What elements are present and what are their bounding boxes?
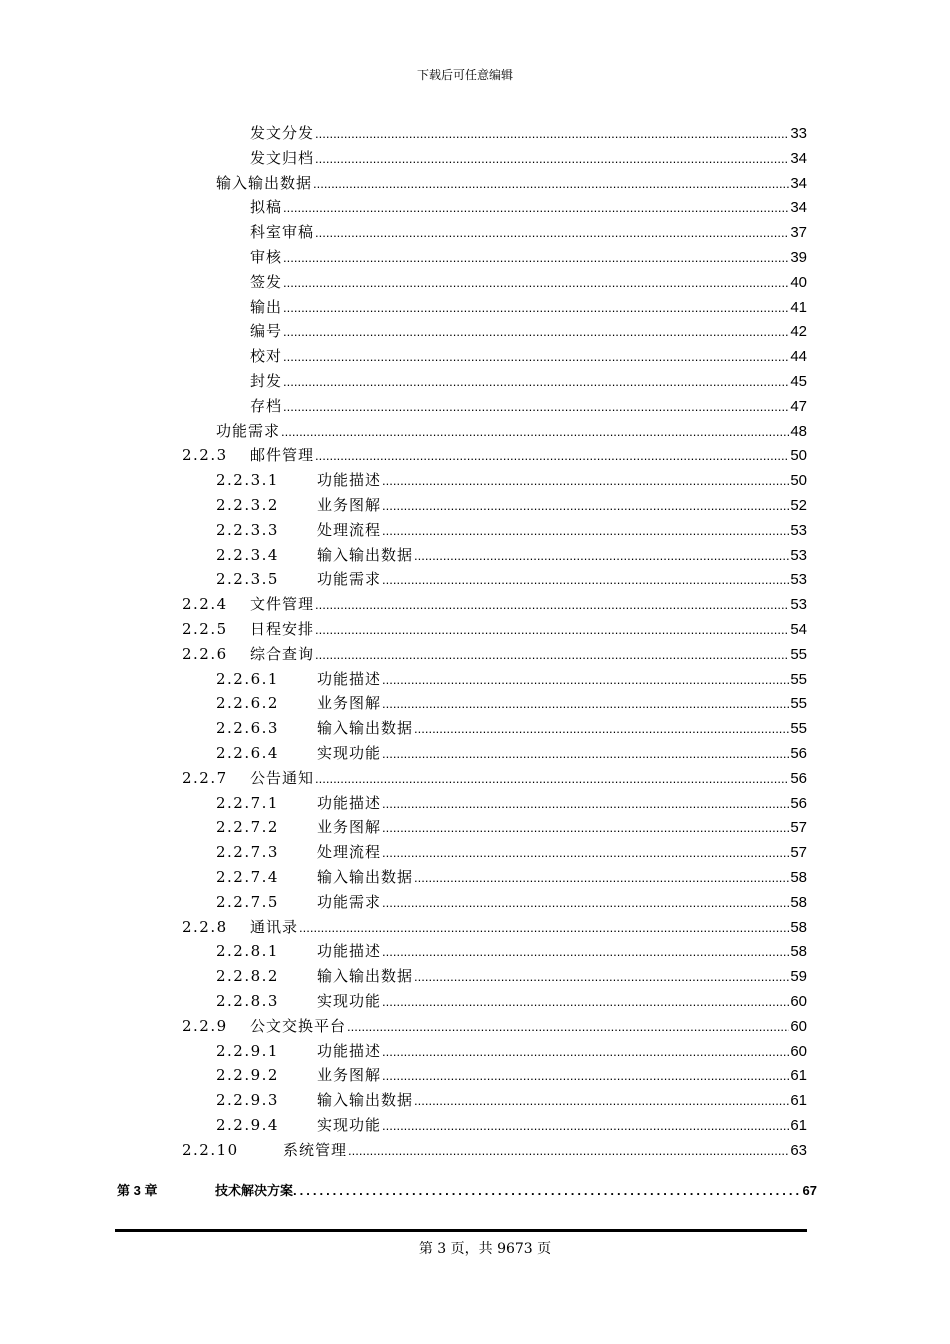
- dot-leader: [283, 275, 789, 290]
- toc-entry-number: 2.2.3.5: [216, 570, 279, 589]
- toc-entry-page-number: 60: [790, 1017, 807, 1035]
- dot-leader: [283, 349, 789, 364]
- toc-entry-number: 2.2.3.3: [216, 520, 279, 539]
- toc-entry-title: 封发: [250, 372, 283, 390]
- toc-entry-page-number: 59: [790, 968, 807, 986]
- toc-entry-page-number: 34: [790, 174, 807, 192]
- toc-entry-page-number: 54: [790, 621, 807, 638]
- dot-leader: [315, 647, 789, 662]
- toc-entry-title: 科室审稿: [250, 223, 315, 242]
- toc-entry-title: 输入输出数据: [317, 545, 414, 564]
- toc-entry-number: 2.2.7.3: [216, 843, 279, 862]
- toc-entry-page-number: 58: [790, 943, 807, 961]
- toc-entry[interactable]: [182, 767, 807, 791]
- dot-leader: [382, 696, 789, 711]
- toc-entry-page-number: 61: [790, 1117, 807, 1134]
- dot-leader: [315, 225, 789, 240]
- toc-entry-page-number: 47: [790, 397, 807, 415]
- toc-entry-number: 2.2.9.3: [216, 1091, 279, 1110]
- toc-entry-title: 签发: [250, 272, 283, 291]
- toc-entry-number: 2.2.8.3: [216, 992, 279, 1010]
- toc-entry[interactable]: [250, 271, 807, 295]
- toc-entry[interactable]: [216, 990, 807, 1014]
- toc-entry[interactable]: [216, 1089, 807, 1113]
- toc-entry-page-number: 52: [790, 497, 807, 514]
- toc-entry-page-number: 60: [790, 1042, 807, 1060]
- toc-entry-title: 输入输出数据: [216, 173, 313, 192]
- toc-entry-page-number: 56: [790, 745, 807, 762]
- toc-entry-number: 2.2.5: [182, 620, 228, 638]
- dot-leader: [283, 399, 789, 414]
- toc-entry[interactable]: [250, 296, 807, 320]
- toc-entry-title: 输入输出数据: [317, 1091, 414, 1110]
- dot-leader: [283, 374, 789, 389]
- toc-entry-page-number: 44: [790, 348, 807, 366]
- dot-leader: [382, 845, 789, 860]
- dot-leader: [315, 622, 789, 637]
- dot-leader: [382, 796, 789, 811]
- toc-entry-title: 校对: [250, 347, 283, 366]
- toc-entry-title: 功能需求: [317, 570, 382, 589]
- chapter-title: 技术解决方案: [215, 1183, 294, 1198]
- toc-entry-title: 系统管理: [283, 1140, 348, 1159]
- toc-entry-page-number: 63: [790, 1141, 807, 1159]
- dot-leader: [414, 548, 789, 563]
- toc-entry[interactable]: [182, 643, 807, 667]
- toc-entry-title: 编号: [250, 322, 283, 341]
- toc-entry-title: 公告通知: [250, 768, 315, 787]
- dot-leader: [348, 1143, 789, 1158]
- chapter-page-number: 67: [802, 1183, 817, 1198]
- toc-entry-page-number: 41: [790, 298, 807, 316]
- toc-entry-page-number: 58: [790, 869, 807, 886]
- toc-entry-title: 处理流程: [317, 843, 382, 862]
- dot-leader: [313, 176, 789, 191]
- toc-entry-page-number: 56: [790, 794, 807, 812]
- toc-entry-title: 处理流程: [317, 520, 382, 539]
- toc-entry-number: 2.2.7.2: [216, 818, 279, 837]
- dot-leader: [382, 1068, 789, 1083]
- dot-leader: [382, 895, 789, 910]
- toc-entry-title: 功能描述: [317, 1041, 382, 1060]
- dot-leader: [293, 1183, 803, 1198]
- toc-entry-number: 2.2.8.2: [216, 967, 279, 986]
- toc-entry-number: 2.2.6.2: [216, 694, 279, 713]
- dot-leader: [382, 523, 789, 538]
- toc-entry-number: 2.2.9.4: [216, 1116, 279, 1134]
- toc-entry[interactable]: [182, 1015, 807, 1039]
- toc-entry[interactable]: [182, 1139, 807, 1163]
- toc-entry-number: 2.2.6: [182, 644, 228, 663]
- toc-entry-page-number: 61: [790, 1067, 807, 1085]
- toc-entry-title: 功能描述: [317, 669, 382, 688]
- toc-entry-page-number: 39: [790, 249, 807, 266]
- toc-entry-number: 2.2.7: [182, 768, 228, 787]
- toc-entry-title: 业务图解: [317, 1066, 382, 1085]
- toc-entry-number: 2.2.6.1: [216, 669, 279, 688]
- toc-entry[interactable]: [216, 940, 807, 964]
- dot-leader: [382, 572, 789, 587]
- toc-entry-page-number: 60: [790, 993, 807, 1010]
- toc-entry-page-number: 42: [790, 323, 807, 341]
- toc-entry-page-number: 34: [790, 199, 807, 217]
- toc-entry-number: 2.2.3: [182, 446, 228, 465]
- toc-entry-title: 实现功能: [317, 744, 382, 762]
- toc-entry-number: 2.2.4: [182, 595, 228, 614]
- toc-entry[interactable]: [216, 544, 807, 568]
- toc-entry-title: 输入输出数据: [317, 967, 414, 986]
- toc-entry[interactable]: [250, 395, 807, 419]
- toc-entry-title: 功能需求: [216, 421, 281, 440]
- toc-entry-page-number: 55: [790, 720, 807, 738]
- dot-leader: [299, 920, 789, 935]
- dot-leader: [414, 1093, 789, 1108]
- toc-entry[interactable]: [216, 1040, 807, 1064]
- dot-leader: [315, 448, 789, 463]
- dot-leader: [382, 1118, 789, 1133]
- dot-leader: [315, 597, 789, 612]
- toc-entry[interactable]: [250, 196, 807, 220]
- toc-entry-title: 拟稿: [250, 198, 283, 217]
- toc-entry-page-number: 45: [790, 373, 807, 390]
- toc-entry[interactable]: [250, 221, 807, 245]
- toc-entry[interactable]: [216, 866, 807, 890]
- dot-leader: [382, 944, 789, 959]
- toc-entry-page-number: 53: [790, 546, 807, 564]
- toc-entry[interactable]: [216, 1114, 807, 1138]
- toc-entry-number: 2.2.3.1: [216, 471, 279, 490]
- toc-entry-page-number: 53: [790, 596, 807, 614]
- dot-leader: [382, 672, 789, 687]
- toc-entry[interactable]: [216, 717, 807, 741]
- toc-entry-page-number: 53: [790, 521, 807, 539]
- toc-entry-page-number: 57: [790, 844, 807, 862]
- toc-entry[interactable]: [216, 668, 807, 692]
- dot-leader: [347, 1019, 789, 1034]
- dot-leader: [315, 151, 789, 166]
- toc-entry-page-number: 57: [790, 819, 807, 837]
- toc-entry-number: 2.2.7.1: [216, 793, 279, 812]
- dot-leader: [315, 126, 789, 141]
- toc-entry-page-number: 55: [790, 645, 807, 663]
- toc-entry[interactable]: [216, 816, 807, 840]
- toc-entry-page-number: 58: [790, 918, 807, 936]
- chapter-number: 第 3 章: [117, 1183, 158, 1198]
- toc-entry-title: 综合查询: [250, 644, 315, 663]
- dot-leader: [283, 324, 789, 339]
- toc-chapter-entry[interactable]: [117, 1180, 817, 1199]
- toc-entry[interactable]: [216, 420, 807, 444]
- toc-entry-page-number: 40: [790, 273, 807, 291]
- toc-entry-title: 输入输出数据: [317, 719, 414, 738]
- toc-entry[interactable]: [216, 172, 807, 196]
- toc-entry-title: 业务图解: [317, 496, 382, 514]
- dot-leader: [283, 250, 789, 265]
- footer-rule: [115, 1229, 807, 1232]
- toc-entry-title: 业务图解: [317, 818, 382, 837]
- dot-leader: [281, 424, 789, 439]
- toc-entry-page-number: 48: [790, 422, 807, 440]
- toc-entry-title: 实现功能: [317, 992, 382, 1010]
- toc-entry-title: 日程安排: [250, 620, 315, 638]
- toc-entry-title: 通讯录: [250, 917, 299, 936]
- toc-entry-page-number: 55: [790, 695, 807, 713]
- toc-entry-title: 审核: [250, 248, 283, 266]
- toc-entry[interactable]: [250, 122, 807, 146]
- toc-entry-page-number: 34: [790, 149, 807, 167]
- dot-leader: [414, 870, 789, 885]
- toc-entry-title: 发文归档: [250, 148, 315, 167]
- toc-entry[interactable]: [216, 568, 807, 592]
- dot-leader: [283, 300, 789, 315]
- dot-leader: [382, 820, 789, 835]
- toc-entry[interactable]: [250, 246, 807, 270]
- toc-entry-number: 2.2.7.4: [216, 868, 279, 886]
- toc-entry[interactable]: [182, 916, 807, 940]
- toc-entry-title: 功能描述: [317, 942, 382, 961]
- toc-entry[interactable]: [216, 1064, 807, 1088]
- toc-entry[interactable]: [182, 593, 807, 617]
- toc-entry-page-number: 50: [790, 472, 807, 490]
- toc-entry-number: 2.2.9: [182, 1016, 228, 1035]
- toc-entry-title: 实现功能: [317, 1116, 382, 1134]
- toc-entry[interactable]: [182, 444, 807, 468]
- toc-entry[interactable]: [216, 519, 807, 543]
- toc-entry[interactable]: [216, 965, 807, 989]
- toc-entry-page-number: 33: [790, 125, 807, 142]
- toc-entry[interactable]: [250, 320, 807, 344]
- toc-entry-title: 文件管理: [250, 595, 315, 614]
- toc-entry[interactable]: [216, 742, 807, 766]
- toc-entry-number: 2.2.8: [182, 917, 228, 936]
- toc-entry-title: 输入输出数据: [317, 868, 414, 886]
- toc-entry-title: 功能描述: [317, 471, 382, 490]
- toc-entry-title: 公文交换平台: [250, 1016, 347, 1035]
- page-header: 下载后可任意编辑: [416, 68, 513, 82]
- dot-leader: [382, 1044, 789, 1059]
- toc-entry-number: 2.2.10: [182, 1140, 239, 1159]
- toc-entry-number: 2.2.6.3: [216, 719, 279, 738]
- toc-entry-page-number: 56: [790, 769, 807, 787]
- toc-entry-page-number: 61: [790, 1092, 807, 1110]
- toc-entry[interactable]: [216, 891, 807, 915]
- dot-leader: [315, 771, 789, 786]
- dot-leader: [382, 994, 789, 1009]
- toc-entry[interactable]: [250, 345, 807, 369]
- dot-leader: [414, 721, 789, 736]
- page-footer: 第 3 页，共 9673 页: [418, 1241, 552, 1257]
- toc-entry-title: 邮件管理: [250, 446, 315, 465]
- toc-entry-number: 2.2.9.1: [216, 1041, 279, 1060]
- dot-leader: [382, 498, 789, 513]
- toc-entry-title: 存档: [250, 396, 283, 415]
- toc-entry-title: 业务图解: [317, 694, 382, 713]
- toc-entry-number: 2.2.9.2: [216, 1066, 279, 1085]
- toc-entry-number: 2.2.3.2: [216, 496, 279, 514]
- toc-entry[interactable]: [216, 469, 807, 493]
- dot-leader: [414, 969, 789, 984]
- toc-entry[interactable]: [216, 692, 807, 716]
- toc-entry-page-number: 50: [790, 447, 807, 465]
- toc-entry-title: 发文分发: [250, 124, 315, 142]
- toc-entry-number: 2.2.7.5: [216, 892, 279, 911]
- toc-entry[interactable]: [216, 841, 807, 865]
- toc-entry-title: 功能需求: [317, 892, 382, 911]
- toc-entry-number: 2.2.8.1: [216, 942, 279, 961]
- toc-entry-number: 2.2.3.4: [216, 545, 279, 564]
- toc-entry[interactable]: [216, 494, 807, 518]
- toc-entry-page-number: 37: [790, 224, 807, 242]
- toc-entry-number: 2.2.6.4: [216, 744, 279, 762]
- toc-entry[interactable]: [250, 370, 807, 394]
- toc-entry-title: 输出: [250, 297, 283, 316]
- toc-entry[interactable]: [182, 618, 807, 642]
- toc-entry[interactable]: [216, 792, 807, 816]
- dot-leader: [382, 473, 789, 488]
- toc-entry-page-number: 58: [790, 893, 807, 911]
- toc-entry-page-number: 55: [790, 670, 807, 688]
- dot-leader: [382, 746, 789, 761]
- toc-entry-page-number: 53: [790, 571, 807, 589]
- dot-leader: [283, 200, 789, 215]
- toc-entry[interactable]: [250, 147, 807, 171]
- toc-entry-title: 功能描述: [317, 793, 382, 812]
